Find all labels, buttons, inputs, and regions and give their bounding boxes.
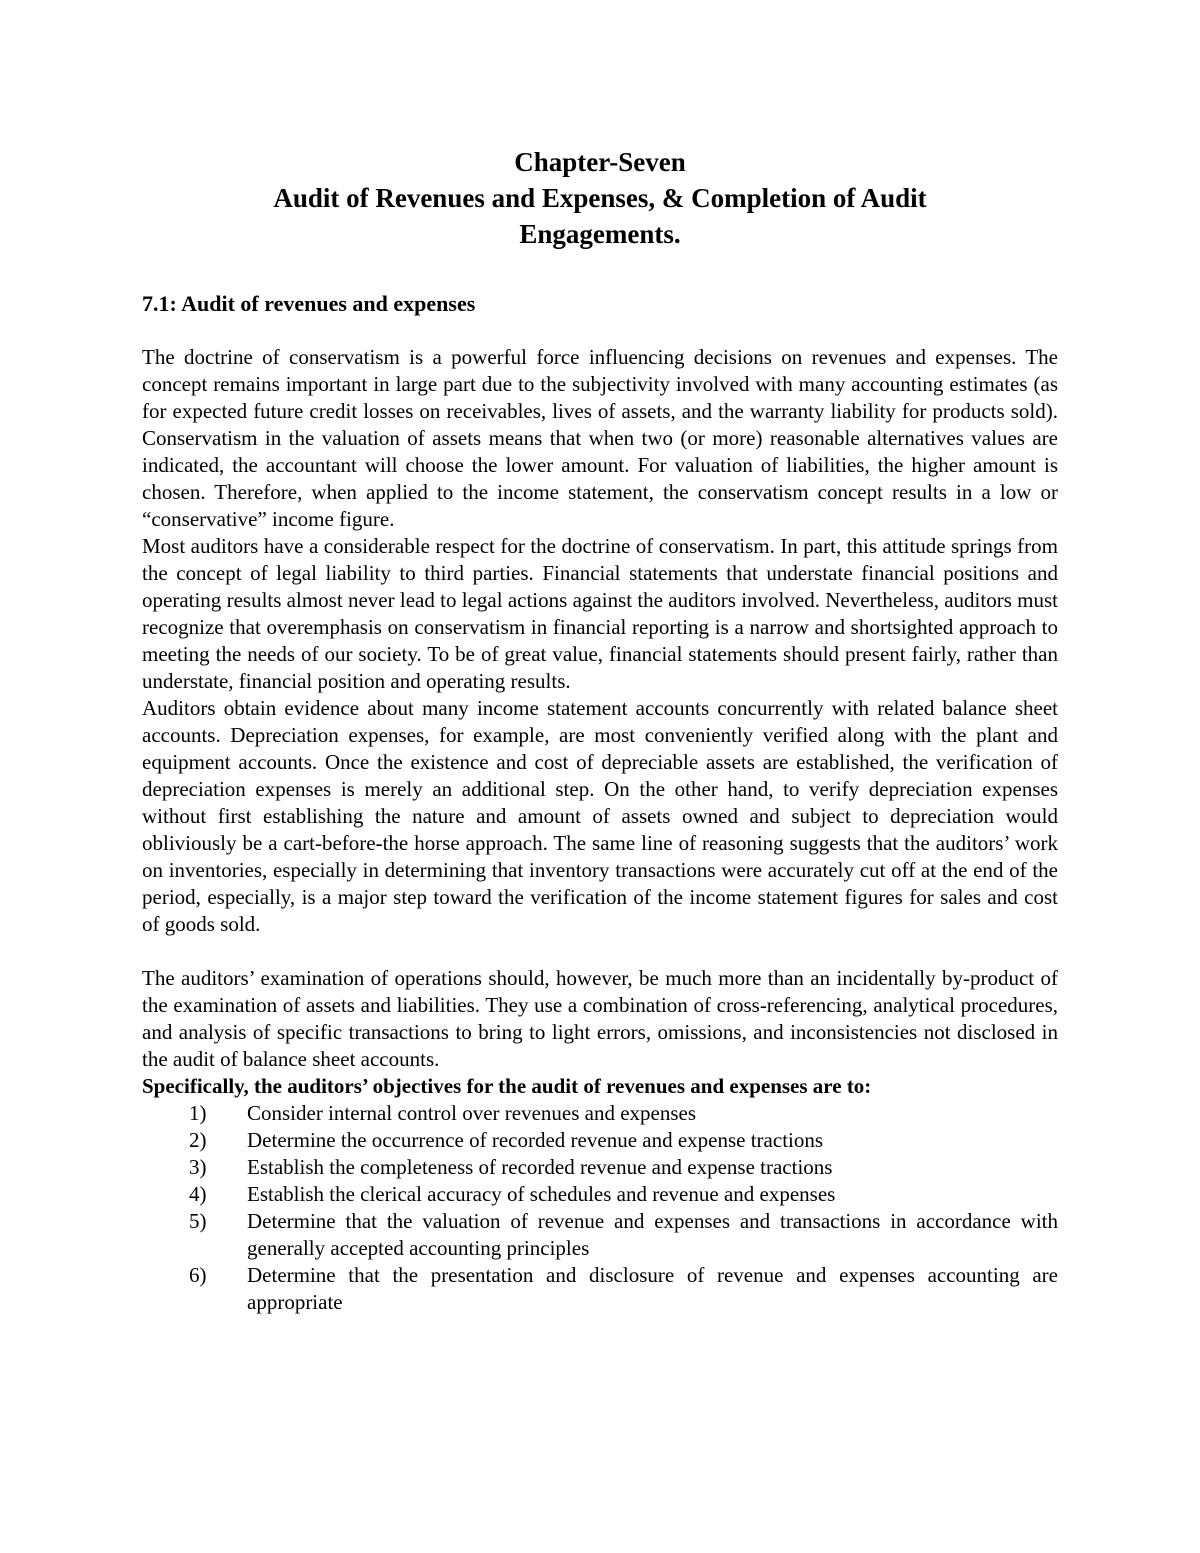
list-item-text: Establish the completeness of recorded revenue and expense tractions — [247, 1155, 833, 1179]
list-item — [142, 1208, 1058, 1262]
chapter-title-block — [142, 144, 1058, 252]
list-item — [142, 1100, 1058, 1127]
list-item-text: Determine the occurrence of recorded revenue and expense tractions — [247, 1128, 824, 1152]
list-item-text: Determine that the valuation of revenue and expenses and transactions in accordance with generally accepted accounting principles — [247, 1209, 1058, 1260]
paragraph-examination: The auditors’ examination of operations should, however, be much more than an incidentally by-product of the examination of assets and liabilities. They use a combination of cross-referencing, analytical procedures, and analysis of specific transactions to bring to light errors, omissions, and inconsistencies not disclosed in the audit of balance sheet accounts. — [142, 966, 1058, 1071]
list-item-text: Establish the clerical accuracy of schedules and revenue and expenses — [247, 1182, 836, 1206]
list-item — [142, 1154, 1058, 1181]
objectives-heading: Specifically, the auditors’ objectives for the audit of revenues and expenses are to: — [142, 1074, 872, 1098]
paragraph-evidence: Auditors obtain evidence about many income statement accounts concurrently with related balance sheet accounts. Depreciation expenses, for example, are most conveniently verified along with the plant and equipment accounts. Once the existence and cost of depreciable assets are established, the verification of depreciation expenses is merely an additional step. On the other hand, to verify depreciation expenses without first establishing the nature and amount of assets owned and subject to depreciation would obliviously be a cart-before-the horse approach. The same line of reasoning suggests that the auditors’ work on inventories, especially in determining that inventory transactions were accurately cut off at the end of the period, especially, is a major step toward the verification of the income statement figures for sales and cost of goods sold. — [142, 696, 1058, 936]
list-item — [142, 1181, 1058, 1208]
list-item — [142, 1262, 1058, 1316]
document-page — [142, 144, 1058, 1316]
list-item-text: Consider internal control over revenues and expenses — [247, 1101, 697, 1125]
list-item-text: Determine that the presentation and disclosure of revenue and expenses accounting are appropriate — [247, 1263, 1058, 1314]
chapter-title-line-1: Audit of Revenues and Expenses, & Completion of Audit — [273, 183, 927, 213]
chapter-title-line-2: Engagements. — [519, 219, 681, 249]
list-item-number: 6) — [189, 1263, 207, 1287]
list-item-number: 4) — [189, 1182, 207, 1206]
chapter-label: Chapter-Seven — [514, 147, 686, 177]
list-item-number: 1) — [189, 1101, 207, 1125]
list-item-number: 5) — [189, 1209, 207, 1233]
list-item-number: 2) — [189, 1128, 207, 1152]
paragraph-conservatism: The doctrine of conservatism is a powerful force influencing decisions on revenues and expenses. The concept remains important in large part due to the subjectivity involved with many accounting estimates (as for expected future credit losses on receivables, lives of assets, and the warranty liability for products sold). Conservatism in the valuation of assets means that when two (or more) reasonable alternatives values are indicated, the accountant will choose the lower amount. For valuation of liabilities, the higher amount is chosen. Therefore, when applied to the income statement, the conservatism concept results in a low or “conservative” income figure. — [142, 345, 1058, 531]
list-item — [142, 1127, 1058, 1154]
paragraph-auditors-respect: Most auditors have a considerable respect for the doctrine of conservatism. In part, this attitude springs from the concept of legal liability to third parties. Financial statements that understate financial positions and operating results almost never lead to legal actions against the auditors involved. Nevertheless, auditors must recognize that overemphasis on conservatism in financial reporting is a narrow and shortsighted approach to meeting the needs of our society. To be of great value, financial statements should present fairly, rather than understate, financial position and operating results. — [142, 534, 1058, 693]
section-heading: 7.1: Audit of revenues and expenses — [142, 291, 476, 316]
objectives-list — [142, 1100, 1058, 1316]
list-item-number: 3) — [189, 1155, 207, 1179]
body-text — [142, 344, 1058, 1316]
